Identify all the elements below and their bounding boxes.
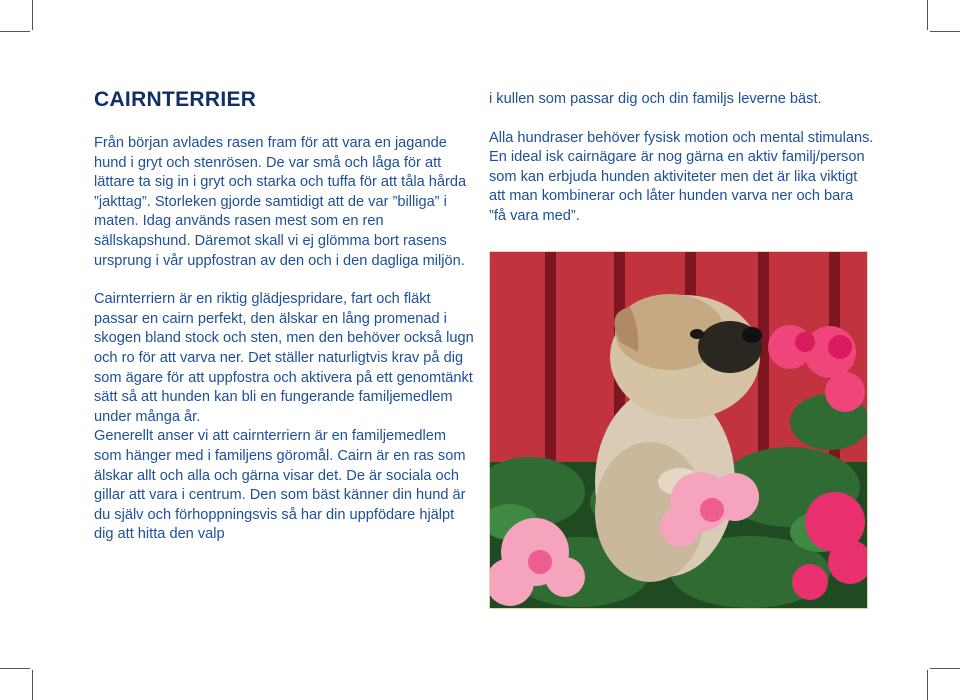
- page-title: CAIRNTERRIER: [94, 88, 257, 111]
- crop-mark: [32, 0, 33, 30]
- crop-mark: [930, 31, 960, 32]
- crop-mark: [930, 668, 960, 669]
- right-column: [489, 90, 874, 227]
- left-column: [94, 88, 474, 545]
- crop-mark: [0, 31, 30, 32]
- crop-mark: [927, 0, 928, 30]
- crop-mark: [927, 670, 928, 700]
- paragraph-history: Från början avlades rasen fram för att vara en jagande hund i gryt och stenrösen. De var små och låga för att lättare ta sig in i gryt och starka och tuffa för att tåla hårda ”jakttag”. Storleken gjorde samtidigt att de var ”billiga” i maten. Idag används rasen mest som en ren sällskapshund. Däremot skall vi ej glömma bort rasens ursprung i vår uppfostran av den och i den dagliga miljön.: [94, 135, 467, 269]
- paragraph-temperament: Cairnterriern är en riktig glädjespridare, fart och fläkt passar en cairn perfekt, den älskar en lång promenad i skogen bland stock och sten, men den behöver också lugn och ro för att varva ner. Det ställer naturligtvis krav på dig som ägare för att uppfostra och aktivera på ett genomtänkt sätt så att hunden kan bli en fungerande familjemedlem under många år.: [94, 291, 474, 425]
- crop-mark: [0, 668, 30, 669]
- crop-mark: [32, 670, 33, 700]
- paragraph-family: Generellt anser vi att cairnterriern är en familjemedlem som hänger med i familjens göromål. Cairn är en ras som älskar allt och alla och gärna visar det. De är sociala och gillar att vara i centrum. Den som bäst känner din hund är du själv och förhoppningsvis så har din uppfödare hjälpt dig att hitta den valp: [94, 428, 466, 543]
- cairn-terrier-puppy-with-geraniums-photo: [489, 251, 868, 609]
- paragraph-continuation: i kullen som passar dig och din familjs leverne bäst.: [489, 91, 822, 107]
- paragraph-exercise: Alla hundraser behöver fysisk motion och mental stimulans. En ideal isk cairnägare är nog gärna en aktiv familj/person som kan erbjuda hunden aktiviteter men det är lika viktigt att man kombinerar och låter hunden varva ner och bara ”få vara med”.: [489, 129, 874, 224]
